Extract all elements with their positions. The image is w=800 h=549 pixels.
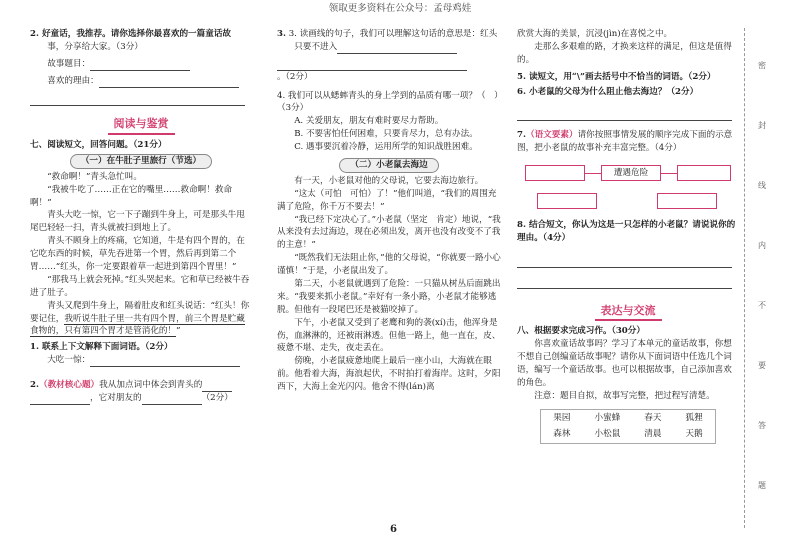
- word-table: [540, 409, 715, 445]
- paragraph: “救命啊！”青头急忙叫。: [47, 171, 142, 182]
- answer-line[interactable]: [517, 120, 732, 121]
- paragraph: 欣赏大海的美景，沉浸(jìn)在喜悦之中。: [517, 29, 673, 39]
- margin-mark: 答: [758, 421, 766, 430]
- question-4: 4. 我们可以从蟋蟀青头的身上学到的品质有哪一项？（ ）（3分）: [277, 90, 499, 114]
- word-cell: 清晨: [644, 429, 662, 440]
- page-header: 领取更多资料在公众号：孟母鸡娃: [328, 3, 472, 14]
- question-1: 1. 联系上下文解释下面词语。（2分）: [30, 342, 173, 353]
- paragraph: “我被牛吃了……正在它的嘴里……救命啊！救命啊！”: [30, 184, 233, 208]
- question-3-cont: 只要不进入: [277, 41, 501, 54]
- answer-line[interactable]: [142, 404, 202, 405]
- answer-line[interactable]: [90, 70, 190, 71]
- answer-line[interactable]: [517, 267, 732, 268]
- word-cell: 狐狸: [685, 412, 703, 423]
- question-6: 6. 小老鼠的父母为什么阻止他去海边？（2分）: [517, 86, 699, 97]
- margin-mark: 要: [758, 361, 766, 370]
- column-2: 3. 3. 读画线的句子，我们可以理解这句话的意思是：红头 只要不进入 。（2分） 4. 我们可以从蟋蟀青头的身上学到的品质有哪一项？（ ）（3分） A. 关爱朋友，朋友有难时要尽力帮助。 B. 不要害怕任何困难，只要肯尽力，总有办法。 C. 遇事要沉着冷静，运用所学的知识战胜困难。 （二）小老鼠去海边 有一天，小老鼠对他的父母说，它要去海边旅行。 “这太（可怕 可怕）了！”他们叫道，“我们的周围充满了危险，你千万不要去！” “我已经下定决心了。”小老鼠（坚定 肯定）地说，“我从来没有去过海边，现在必须出发，离开也没有改变不了我的主意！” “既然我们无法阻止你，”他的父母说，“你就要一路小心谨慎！”于是，小老鼠出发了。 第二天，小老鼠就遇到了危险：一只猫从树丛后面跳出来。“我要来抓小老鼠。”幸好有一条小路，小老鼠才能够逃脱。但他有一段尾巴还是被猫咬掉了。 下午，小老鼠又受到了老鹰和狗的袭(xí)击，他浑身是伤，血淋淋的，还被雨淋透。但他一路上，他一直在，皮、疲惫不堪、走失，夜走丢在。 傍晚，小老鼠疲惫地爬上最后一座小山，大海就在眼前。他看着大海，海浪起伏，不时拍打着海岸。这时，夕阳西下，大海上金光闪闪。他舍不得(lán)离: [277, 29, 501, 393]
- table-row: [541, 426, 715, 443]
- option-c[interactable]: C. 遇事要沉着冷静，运用所学的知识战胜困难。: [294, 142, 478, 153]
- answer-line[interactable]: [337, 53, 457, 54]
- margin-mark: 不: [758, 301, 766, 310]
- margin-mark: 封: [758, 121, 766, 130]
- paragraph: 有一天，小老鼠对他的父母说，它要去海边旅行。: [294, 175, 484, 186]
- flow-diagram: [517, 159, 739, 215]
- q1-word-line: 大吃一惊：: [30, 354, 252, 367]
- reason-line: 喜欢的理由：: [30, 75, 252, 88]
- paragraph: “那我马上就会死掉。”红头哭起来。它和草已经被牛吞进了肚子。: [30, 274, 250, 298]
- question-3: 3. 3. 读画线的句子，我们可以理解这句话的意思是：红头: [277, 29, 498, 39]
- flow-box-center: 遭遇危险: [601, 165, 661, 181]
- question-2-cont: 事，分享给大家。（3分）: [47, 41, 143, 52]
- writing-prompt: 你喜欢童话故事吗？学习了本单元的童话故事，你想不想自己创编童话故事呢？请你从下面词语中任选几个词语，编写一个童话故事。也可以根据故事，自己添加喜欢的角色。: [517, 339, 732, 388]
- word-cell: 果园: [553, 412, 571, 423]
- page-number: 6: [390, 524, 397, 535]
- question-2: 2. 好童话，我推荐。请你选择你最喜欢的一篇童话故: [30, 29, 232, 39]
- answer-line[interactable]: [277, 70, 467, 71]
- paragraph: 下午，小老鼠又受到了老鹰和狗的袭(xí)击，他浑身是伤，血淋淋的，还被雨淋透。但他一路上，他一直在，皮、疲惫不堪、走失，夜走丢在。: [277, 317, 501, 354]
- table-row: [541, 409, 715, 426]
- paragraph: “我已经下定决心了。”小老鼠（坚定 肯定）地说，“我从来没有去过海边，现在必须出发，离开也没有改变不了我的主意！”: [277, 214, 501, 251]
- flow-box-1[interactable]: [525, 165, 585, 181]
- margin-mark: 题: [758, 481, 766, 490]
- paragraph: 走那么多艰难的路，才换来这样的满足，但这是值得的。: [517, 41, 732, 65]
- question-5: 5. 读短文，用“\”画去括号中不恰当的词语。（2分）: [517, 71, 716, 82]
- answer-line[interactable]: [30, 105, 245, 106]
- paragraph: 青头不顾身上的疼痛，它知道，牛是有四个胃的，在它吃东西的时候，草先吞进第一个胃，然后再到第二个胃……“红头，你一定要跟着草一起进到第四个胃里！”: [30, 236, 245, 272]
- option-a[interactable]: A. 关爱朋友，朋友有难时要尽力帮助。: [294, 116, 444, 127]
- paragraph: 青头又爬到牛身上，隔着肚皮和红头说话：“红头！你要记住，我听说牛肚子里一共有四个胃，前三个胃是贮藏食物的，只有第四个胃才是管消化的！”: [30, 300, 250, 337]
- answer-line[interactable]: [517, 288, 732, 289]
- answer-line[interactable]: [90, 366, 240, 367]
- flow-box-4[interactable]: [537, 193, 597, 209]
- paragraph: “既然我们无法阻止你，”他的父母说，“你就要一路小心谨慎！”于是，小老鼠出发了。: [277, 253, 501, 277]
- word-cell: 森林: [553, 429, 571, 440]
- flow-box-3[interactable]: [677, 165, 731, 181]
- passage-1-title: （一）在牛肚子里旅行（节选）: [30, 154, 252, 169]
- flow-box-5[interactable]: [657, 193, 717, 209]
- paragraph: 第二天，小老鼠就遇到了危险：一只猫从树丛后面跳出来。“我要来抓小老鼠。”幸好有一条小路，小老鼠才能够逃脱。但他有一段尾巴还是被猫咬掉了。: [277, 279, 501, 315]
- question-7: 七、阅读短文，回答问题。（21分）: [30, 139, 167, 150]
- answer-line[interactable]: [30, 404, 90, 405]
- answer-line[interactable]: [99, 87, 239, 88]
- margin-mark: 密: [758, 61, 766, 70]
- margin-mark: 线: [758, 181, 766, 190]
- passage-2-title: （二）小老鼠去海边: [277, 158, 501, 173]
- section-title-writing: 表达与交流: [517, 303, 739, 322]
- story-name-line: 故事题目：: [30, 58, 252, 71]
- underlined-sentence: 我听说牛肚子里一共有四个胃，前三个胃是贮藏食物的，只有第四个胃才是管消化的！: [30, 313, 245, 337]
- word-cell: 小蜜蜂: [594, 412, 621, 423]
- paragraph: 青头大吃一惊，它一下子蹦到牛身上，可是那头牛甩尾巴轻轻一扫，青头就被扫到地上了。: [30, 210, 245, 234]
- column-3: [517, 28, 739, 444]
- connector: [661, 173, 677, 174]
- question-7c: 7.（语文要素）请你按照事情发展的顺序完成下面的示意图，把小老鼠的故事补充丰富完整。（4分）: [517, 130, 733, 154]
- option-b[interactable]: B. 不要害怕任何困难，只要肯尽力，总有办法。: [294, 129, 478, 140]
- margin-mark: 内: [758, 241, 766, 250]
- word-cell: 春天: [644, 412, 662, 423]
- question-8: 8. 结合短文，你认为这是一只怎样的小老鼠？请说说你的理由。（4分）: [517, 220, 736, 244]
- paragraph: 傍晚，小老鼠疲惫地爬上最后一座小山，大海就在眼前。他看着大海，海浪起伏，不时拍打着海岸。这时，夕阳西下，大海上金光闪闪。他舍不得(lán)离: [277, 356, 501, 393]
- paragraph: “这太（可怕 可怕）了！”他们叫道，“我们的周围充满了危险，你千万不要去！”: [277, 188, 497, 212]
- connector: [585, 173, 601, 174]
- column-1: [30, 28, 252, 405]
- question-2b: 2.（教材核心题）我从加点词中体会到青头的: [30, 379, 252, 392]
- question-8-writing: 八、根据要求完成习作。（30分）: [517, 326, 645, 337]
- question-2b-cont: ，它对朋友的 （2分）: [30, 392, 252, 405]
- section-title-reading: 阅读与鉴赏: [30, 116, 252, 135]
- word-cell: 小松鼠: [594, 429, 621, 440]
- seal-line: [744, 28, 745, 528]
- writing-note: 注意：题目自拟，故事写完整，把过程写清楚。: [534, 390, 715, 401]
- word-cell: 天鹅: [685, 429, 703, 440]
